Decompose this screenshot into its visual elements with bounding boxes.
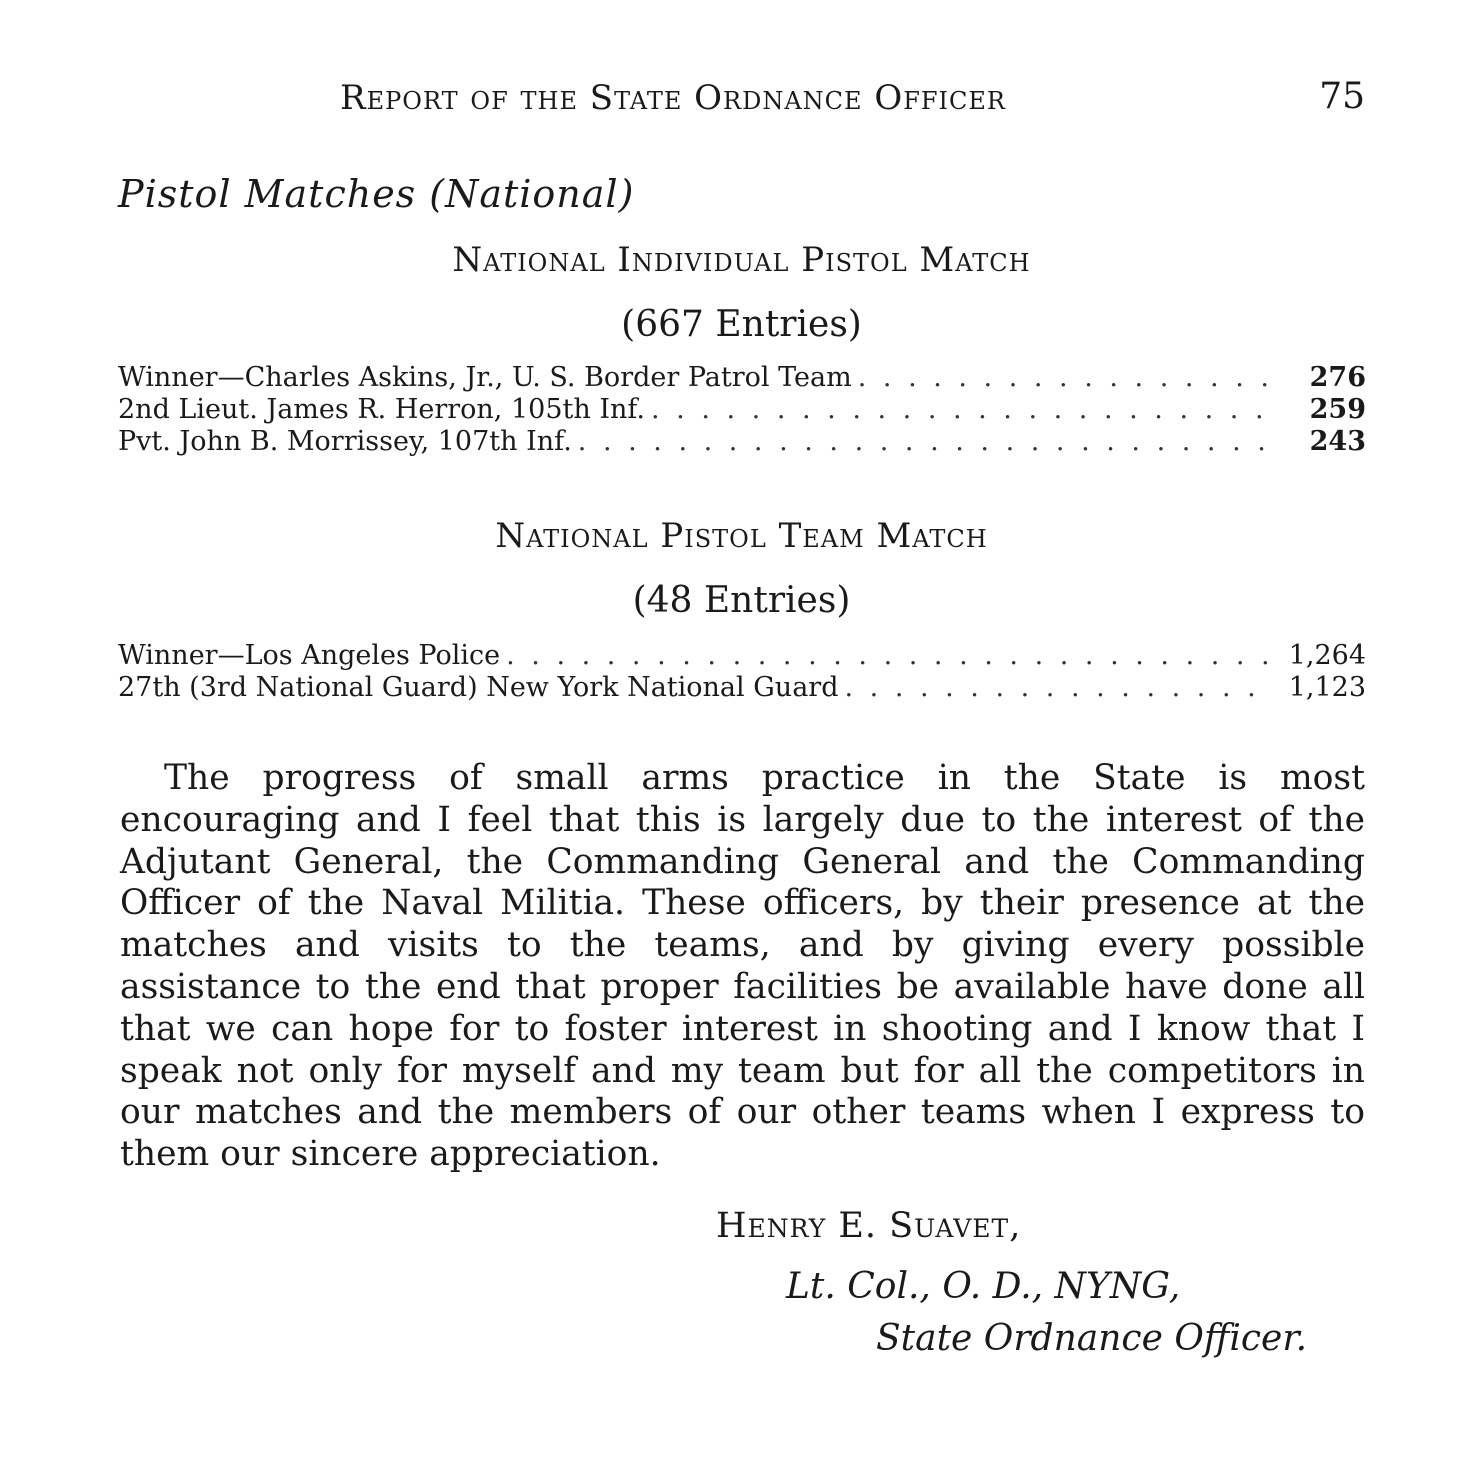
- result-name: Winner—Los Angeles Police: [118, 640, 501, 671]
- result-row: [118, 640, 1366, 672]
- individual-match-heading: National Individual Pistol Match: [452, 240, 1031, 280]
- page-number: 75: [1319, 76, 1365, 117]
- result-score: 1,264: [1288, 640, 1366, 671]
- individual-match-results: [118, 362, 1366, 458]
- team-match-entries: (48 Entries): [632, 580, 851, 621]
- result-score: 276: [1309, 362, 1366, 393]
- result-score: 259: [1309, 394, 1366, 425]
- dot-leader: [844, 672, 1274, 704]
- team-match-heading: National Pistol Team Match: [495, 516, 988, 556]
- running-head: Report of the State Ordnance Officer: [340, 78, 1006, 118]
- result-row: [118, 672, 1366, 704]
- dot-leader: [506, 640, 1274, 672]
- signature-title: State Ordnance Officer.: [876, 1318, 1308, 1359]
- result-score: 1,123: [1288, 672, 1366, 703]
- individual-match-entries: (667 Entries): [621, 304, 862, 345]
- result-name: 27th (3rd National Guard) New York National Guard: [118, 672, 839, 703]
- result-row: [118, 426, 1366, 458]
- dot-leader: [651, 394, 1274, 426]
- dot-leader: [578, 426, 1274, 458]
- signature-name: Henry E. Suavet,: [716, 1206, 1022, 1246]
- result-name: Winner—Charles Askins, Jr., U. S. Border Patrol Team: [118, 362, 852, 393]
- team-match-results: [118, 640, 1366, 704]
- result-row: [118, 394, 1366, 426]
- section-title: Pistol Matches (National): [118, 172, 635, 216]
- dot-leader: [858, 362, 1274, 394]
- result-name: 2nd Lieut. James R. Herron, 105th Inf.: [118, 394, 645, 425]
- signature-rank: Lt. Col., O. D., NYNG,: [786, 1266, 1181, 1307]
- body-paragraph: The progress of small arms practice in the State is most encouraging and I feel that this is largely due to the interest of the Adjutant General, the Commanding General and the Commanding Officer of the Naval Militia. These officers, by their presence at the matches and visits to the teams, and by giving every possible assistance to the end that proper facilities be available have done all that we can hope for to foster interest in shooting and I know that I speak not only for myself and my team but for all the competitors in our matches and the members of our other teams when I express to them our sincere appreciation.: [120, 758, 1365, 1175]
- result-name: Pvt. John B. Morrissey, 107th Inf.: [118, 426, 572, 457]
- result-score: 243: [1309, 426, 1366, 457]
- result-row: [118, 362, 1366, 394]
